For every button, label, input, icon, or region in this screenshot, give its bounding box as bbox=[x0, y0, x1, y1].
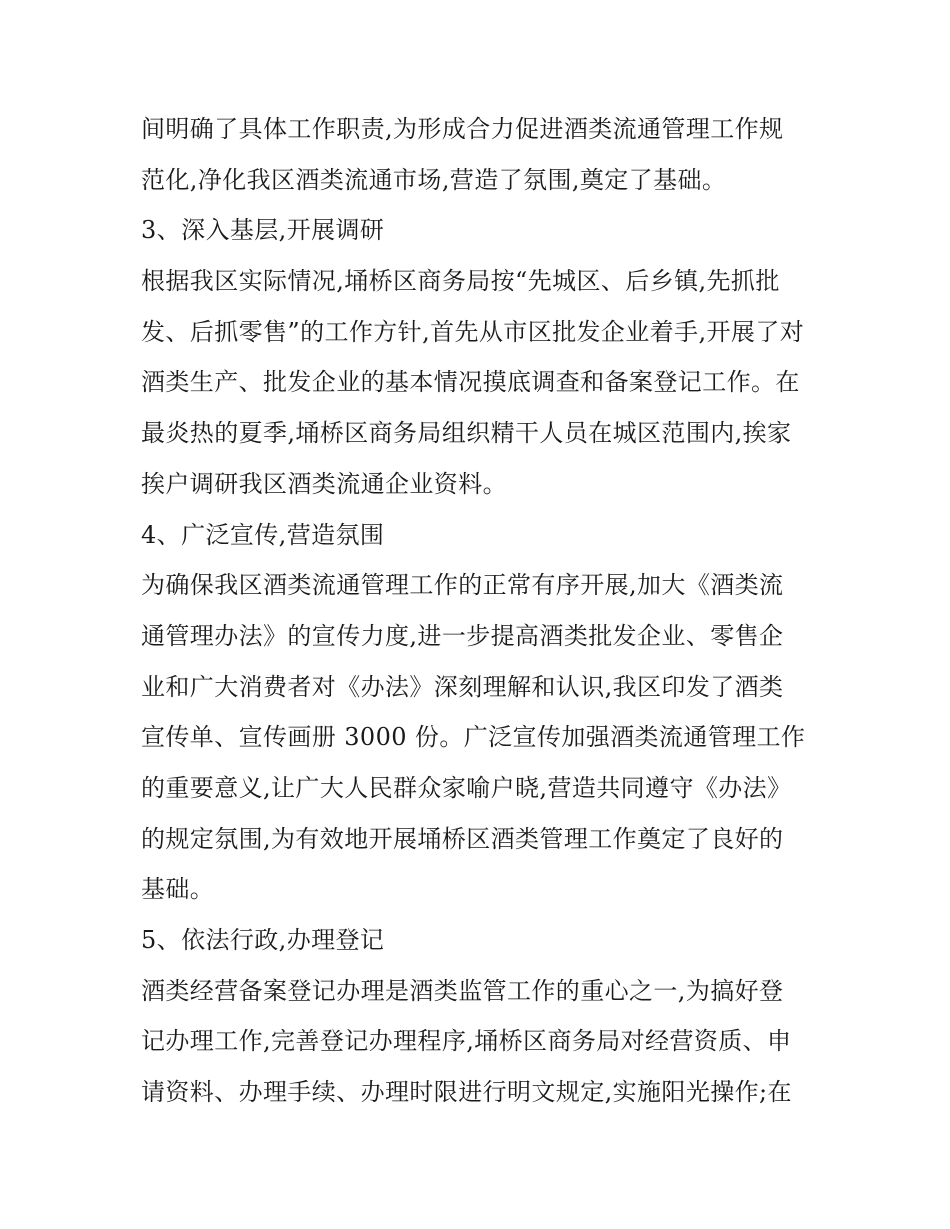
text-line: 范化,净化我区酒类流通市场,营造了氛围,奠定了基础。 bbox=[141, 165, 727, 194]
text-line: 请资料、办理手续、办理时限进行明文规定,实施阳光操作;在 bbox=[141, 1078, 792, 1107]
section-heading: 3、深入基层,开展调研 bbox=[141, 216, 385, 245]
text-line: 宣传单、宣传画册 3000 份。广泛宣传加强酒类流通管理工作 bbox=[141, 723, 806, 752]
text-line: 基础。 bbox=[141, 875, 215, 904]
section-heading: 5、依法行政,办理登记 bbox=[141, 926, 385, 954]
document-body bbox=[141, 104, 821, 1118]
text-line: 记办理工作,完善登记办理程序,埇桥区商务局对经营资质、申 bbox=[141, 1027, 792, 1056]
text-line: 为确保我区酒类流通管理工作的正常有序开展,加大《酒类流 bbox=[141, 571, 784, 600]
text-line: 的规定氛围,为有效地开展埇桥区酒类管理工作奠定了良好的 bbox=[141, 824, 784, 853]
text-line: 发、后抓零售”的工作方针,首先从市区批发企业着手,开展了对 bbox=[141, 317, 805, 346]
section-heading: 4、广泛宣传,营造氛围 bbox=[141, 520, 385, 549]
text-line: 业和广大消费者对《办法》深刻理解和认识,我区印发了酒类 bbox=[141, 672, 784, 701]
text-line: 酒类经营备案登记办理是酒类监管工作的重心之一,为搞好登 bbox=[141, 976, 784, 1005]
text-line: 最炎热的夏季,埇桥区商务局组织精干人员在城区范围内,挨家 bbox=[141, 419, 792, 448]
text-line: 间明确了具体工作职责,为形成合力促进酒类流通管理工作规 bbox=[141, 115, 784, 143]
text-line: 的重要意义,让广大人民群众家喻户晓,营造共同遵守《办法》 bbox=[141, 773, 792, 802]
text-line: 根据我区实际情况,埇桥区商务局按“先城区、后乡镇,先抓批 bbox=[141, 267, 780, 296]
text-line: 挨户调研我区酒类流通企业资料。 bbox=[141, 469, 507, 498]
text-line: 酒类生产、批发企业的基本情况摸底调查和备案登记工作。在 bbox=[141, 368, 800, 397]
text-line: 通管理办法》的宣传力度,进一步提高酒类批发企业、零售企 bbox=[141, 621, 784, 650]
